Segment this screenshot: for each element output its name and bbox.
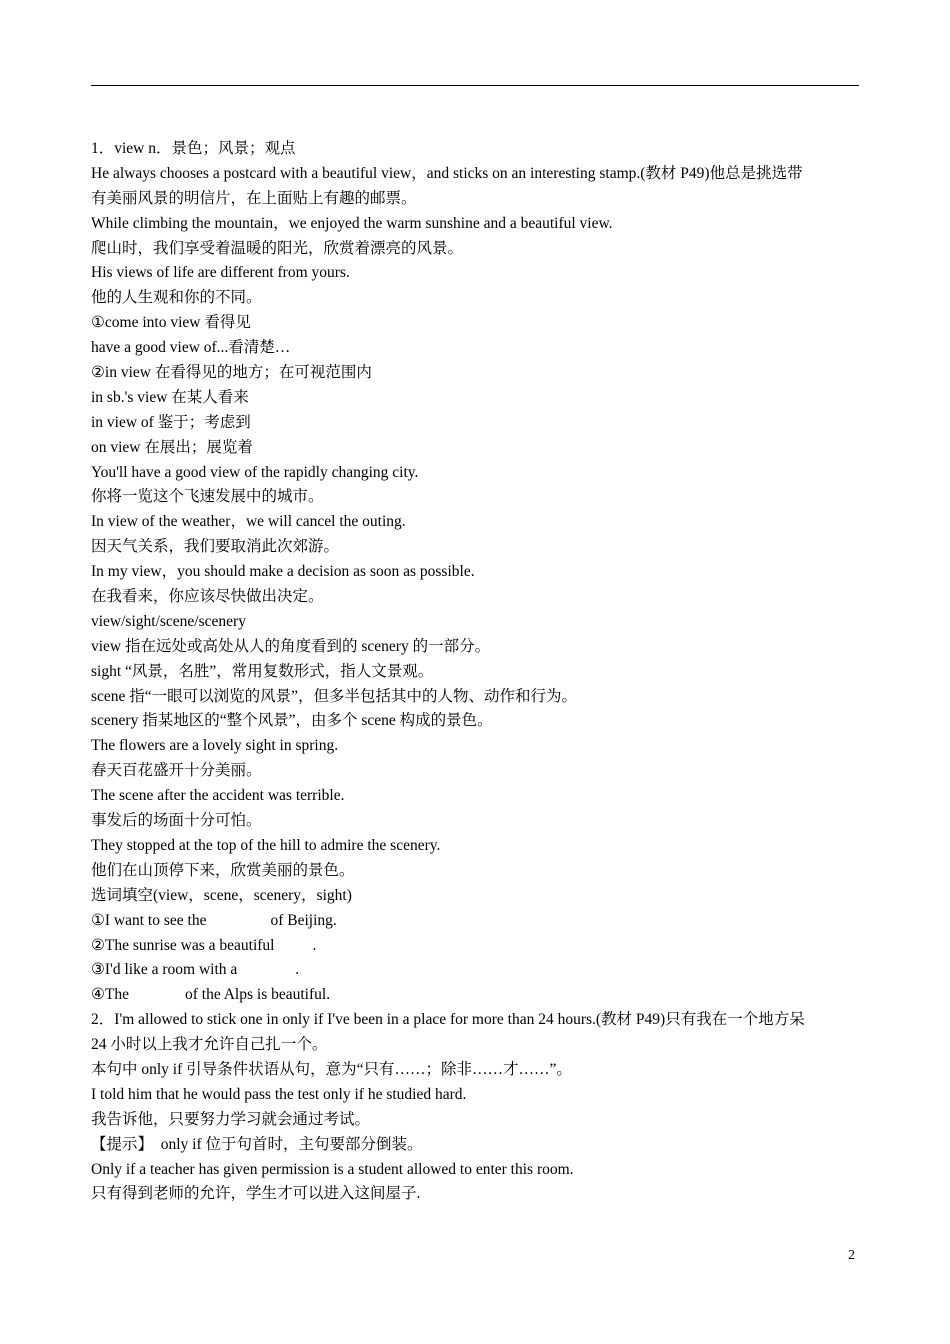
text-line: 【提示】 only if 位于句首时，主句要部分倒装。	[91, 1135, 423, 1153]
text-line: 春天百花盛开十分美丽。	[91, 762, 262, 780]
text-line: 因天气关系，我们要取消此次郊游。	[91, 538, 340, 556]
text-line: 在我看来，你应该尽快做出决定。	[91, 588, 324, 606]
exercise-item	[91, 909, 863, 934]
text-line: In my view，you should make a decision as soon as possible.	[91, 563, 475, 581]
exercise-text: ②The sunrise was a beautiful	[91, 936, 275, 954]
exercise-text: ④The	[91, 986, 129, 1004]
text-line: In view of the weather，we will cancel the outing.	[91, 513, 406, 531]
exercise-text: of the Alps is beautiful.	[185, 986, 331, 1004]
text-line: in sb.'s view 在某人看来	[91, 388, 249, 406]
text-line: I told him that he would pass the test only if he studied hard.	[91, 1085, 467, 1103]
page-number: 2	[848, 1248, 855, 1263]
text-line: view 指在远处或高处从人的角度看到的 scenery 的一部分。	[91, 637, 491, 655]
text-line: While climbing the mountain，we enjoyed the warm sunshine and a beautiful view.	[91, 214, 613, 232]
text-line: 事发后的场面十分可怕。	[91, 812, 262, 830]
exercise-text: ③I'd like a room with a	[91, 961, 238, 979]
exercise-item	[91, 934, 863, 959]
text-line: ①come into view 看得见	[91, 314, 251, 332]
text-line: 他的人生观和你的不同。	[91, 289, 262, 307]
text-line: 他们在山顶停下来，欣赏美丽的景色。	[91, 861, 355, 879]
text-line: 只有得到老师的允许，学生才可以进入这间屋子.	[91, 1185, 421, 1203]
page-content	[91, 137, 863, 1207]
exercise-item	[91, 983, 863, 1008]
exercise-text: .	[295, 961, 300, 979]
text-line: Only if a teacher has given permission is a student allowed to enter this room.	[91, 1160, 574, 1178]
exercise-text: ①I want to see the	[91, 911, 207, 929]
exercise-item	[91, 958, 863, 983]
text-line: 2．I'm allowed to stick one in only if I've been in a place for more than 24 hours.(教材 P49)只有我在一个地方呆	[91, 1011, 805, 1029]
text-line: 有美丽风景的明信片，在上面贴上有趣的邮票。	[91, 189, 417, 207]
text-line: on view 在展出；展览着	[91, 438, 253, 456]
text-line: have a good view of...看清楚…	[91, 339, 291, 357]
text-line: His views of life are different from yours.	[91, 264, 350, 282]
exercise-text: of Beijing.	[270, 911, 337, 929]
text-line: The scene after the accident was terrible.	[91, 787, 345, 805]
text-line: 我告诉他，只要努力学习就会通过考试。	[91, 1110, 371, 1128]
text-line: scene 指“一眼可以浏览的风景”，但多半包括其中的人物、动作和行为。	[91, 687, 578, 705]
text-line: in view of 鉴于；考虑到	[91, 413, 251, 431]
exercise-text: .	[312, 936, 317, 954]
text-line: ②in view 在看得见的地方；在可视范围内	[91, 364, 372, 382]
text-line: The flowers are a lovely sight in spring.	[91, 737, 339, 755]
header-rule	[91, 85, 859, 86]
text-line: scenery 指某地区的“整个风景”，由多个 scene 构成的景色。	[91, 712, 493, 730]
text-line: They stopped at the top of the hill to admire the scenery.	[91, 836, 441, 854]
text-line: 选词填空(view，scene，scenery，sight)	[91, 886, 352, 904]
text-line: You'll have a good view of the rapidly changing city.	[91, 463, 419, 481]
text-line: 爬山时，我们享受着温暖的阳光，欣赏着漂亮的风景。	[91, 239, 464, 257]
text-line: sight “风景，名胜”，常用复数形式，指人文景观。	[91, 662, 434, 680]
text-line: 24 小时以上我才允许自己扎一个。	[91, 1036, 328, 1054]
text-line: view/sight/scene/scenery	[91, 612, 246, 630]
text-line: He always chooses a postcard with a beautiful view，and sticks on an interesting stamp.(教材 P49)他总是挑选带	[91, 164, 803, 182]
text-line: 本句中 only if 引导条件状语从句，意为“只有……；除非……才……”。	[91, 1060, 572, 1078]
text-line: 你将一览这个飞速发展中的城市。	[91, 488, 324, 506]
text-line: 1．view n．景色；风景；观点	[91, 140, 296, 157]
